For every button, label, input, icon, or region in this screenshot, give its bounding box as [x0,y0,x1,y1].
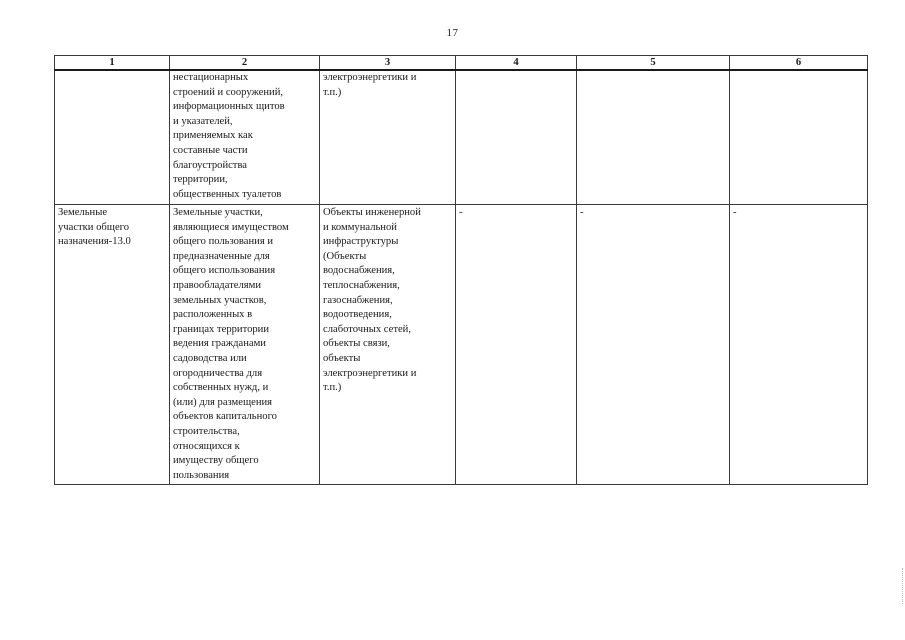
column-header-1: 1 [55,56,170,71]
table-cell [170,205,320,485]
table-row [55,70,868,205]
cell-text: - [733,207,737,218]
cell-text: электроэнергетики и т.п.) [323,72,417,98]
table-cell [730,70,868,205]
table-cell [730,205,868,485]
document-table [54,55,868,485]
column-header-2: 2 [170,56,320,71]
table-cell [320,70,456,205]
column-header-4: 4 [456,56,577,71]
table-header-row [55,56,868,71]
table-cell [456,70,577,205]
cell-text: - [459,207,463,218]
cell-text: Земельные участки, являющиеся имуществом общего пользования и предназначенные для общего использования правообладателями земельных участков, расположенных в границах территории ведения гражданами садоводства или огородничества для собственных нужд, и (или) для размещения объектов капитального строительства, относящихся к имуществу общего пользования [173,207,289,481]
column-header-3: 3 [320,56,456,71]
page-number: 17 [446,27,459,39]
cell-text: нестационарных строений и сооружений, информационных щитов и указателей, применяемых как составные части благоустройства территории, общественных туалетов [173,72,285,200]
cell-text: Объекты инженерной и коммунальной инфраструктуры (Объекты водоснабжения, теплоснабжения, газоснабжения, водоотведения, слаботочных сетей, объекты связи, объекты электроэнергетики и т.п.) [323,207,421,394]
table-cell [170,70,320,205]
column-header-6: 6 [730,56,868,71]
table-cell [55,70,170,205]
table-row [55,205,868,485]
cell-text: Земельные участки общего назначения-13.0 [58,207,131,248]
column-header-5: 5 [577,56,730,71]
table-cell [456,205,577,485]
scan-margin-mark [902,568,904,604]
table-cell [577,205,730,485]
table-cell [577,70,730,205]
cell-text: - [580,207,584,218]
table-cell [320,205,456,485]
table-cell [55,205,170,485]
